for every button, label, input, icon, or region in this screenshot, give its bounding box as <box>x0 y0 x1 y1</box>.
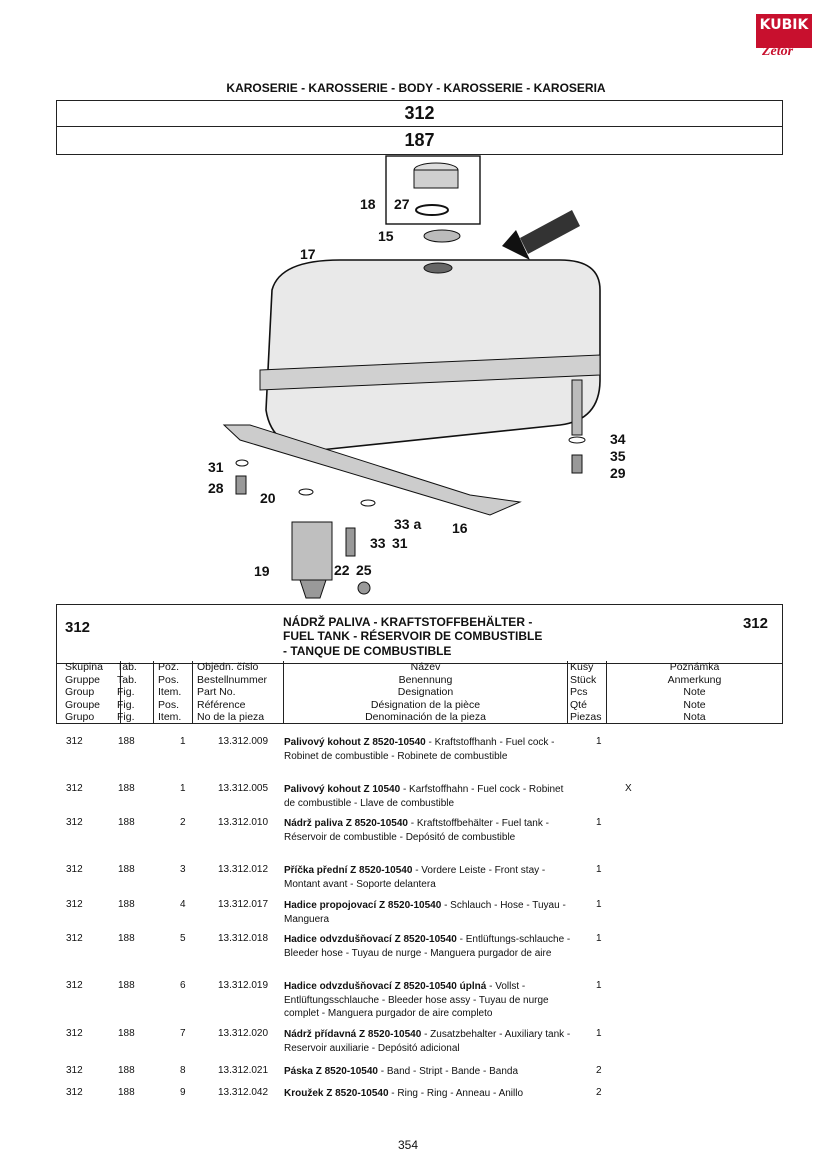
fuel-cock <box>292 522 332 580</box>
filler-cap-body <box>414 170 458 188</box>
title-line-2: FUEL TANK - RÉSERVOIR DE COMBUSTIBLE <box>283 629 543 643</box>
column-header <box>56 661 783 724</box>
exploded-diagram <box>180 150 660 605</box>
fuel-cock-bowl <box>300 580 326 598</box>
logo-sub: Zetor <box>762 44 794 59</box>
diagram-drawing <box>180 150 660 605</box>
callout: 16 <box>452 520 468 536</box>
callout: 20 <box>260 490 276 506</box>
fuel-tank <box>266 260 600 450</box>
neck-ring <box>424 230 460 242</box>
col-position: Poz. Pos. Item. Pos. Item. <box>154 661 193 723</box>
callout: 29 <box>610 465 626 481</box>
title-group-right: 312 <box>742 615 768 632</box>
bolt-25 <box>358 582 370 594</box>
washer-20 <box>299 489 313 495</box>
title-line-3: - TANQUE DE COMBUSTIBLE <box>283 644 452 658</box>
page-number: 354 <box>398 1138 419 1152</box>
group-number-box: 312 <box>56 100 783 127</box>
washer-33a <box>361 500 375 506</box>
col-quantity: Kusy Stück Pcs Qté Piezas <box>568 661 607 723</box>
seal-ring <box>416 205 448 215</box>
logo-brand: KUBIK <box>759 17 809 33</box>
title-block <box>56 604 783 664</box>
washer-34 <box>569 437 585 443</box>
bolt-29 <box>572 455 582 473</box>
callout: 33 <box>370 535 386 551</box>
section-header: KAROSERIE - KAROSSERIE - BODY - KAROSSERIE - KAROSERIA <box>226 81 606 95</box>
brand-logo <box>756 14 812 66</box>
callout: 18 <box>360 196 376 212</box>
callout: 25 <box>356 562 372 578</box>
col-table: Tab. Tab. Fig. Fig. Fig. <box>113 661 154 723</box>
callout: 35 <box>610 448 626 464</box>
callout: 31 <box>208 459 224 475</box>
callout: 27 <box>394 196 410 212</box>
col-name: Název Benennung Designation Désignation de la pièce Denominación de la pieza <box>284 661 568 723</box>
callout: 33 a <box>394 516 422 532</box>
bolt-28 <box>236 476 246 494</box>
col-group: Skupina Gruppe Group Groupe Grupo <box>57 661 121 723</box>
callout: 28 <box>208 480 224 496</box>
callout: 22 <box>334 562 350 578</box>
mount-post <box>572 380 582 435</box>
callout: 34 <box>610 431 626 447</box>
col-order-number: Objedn. číslo Bestellnummer Part No. Référence No de la pieza <box>193 661 284 723</box>
washer-31 <box>236 460 248 466</box>
direction-arrow <box>502 210 580 260</box>
title-line-1: NÁDRŽ PALIVA - KRAFTSTOFFBEHÄLTER - <box>283 615 533 629</box>
callout: 17 <box>300 246 316 262</box>
callout: 15 <box>378 228 394 244</box>
title-group-left: 312 <box>65 619 91 636</box>
bolt-22 <box>346 528 355 556</box>
callout: 31 <box>392 535 408 551</box>
tank-filler-neck <box>424 263 452 273</box>
col-note: Poznámka Anmerkung Note Note Nota <box>667 661 722 724</box>
callout: 19 <box>254 563 270 579</box>
figure-number-box: 187 <box>56 127 783 155</box>
logo-badge <box>756 14 812 48</box>
